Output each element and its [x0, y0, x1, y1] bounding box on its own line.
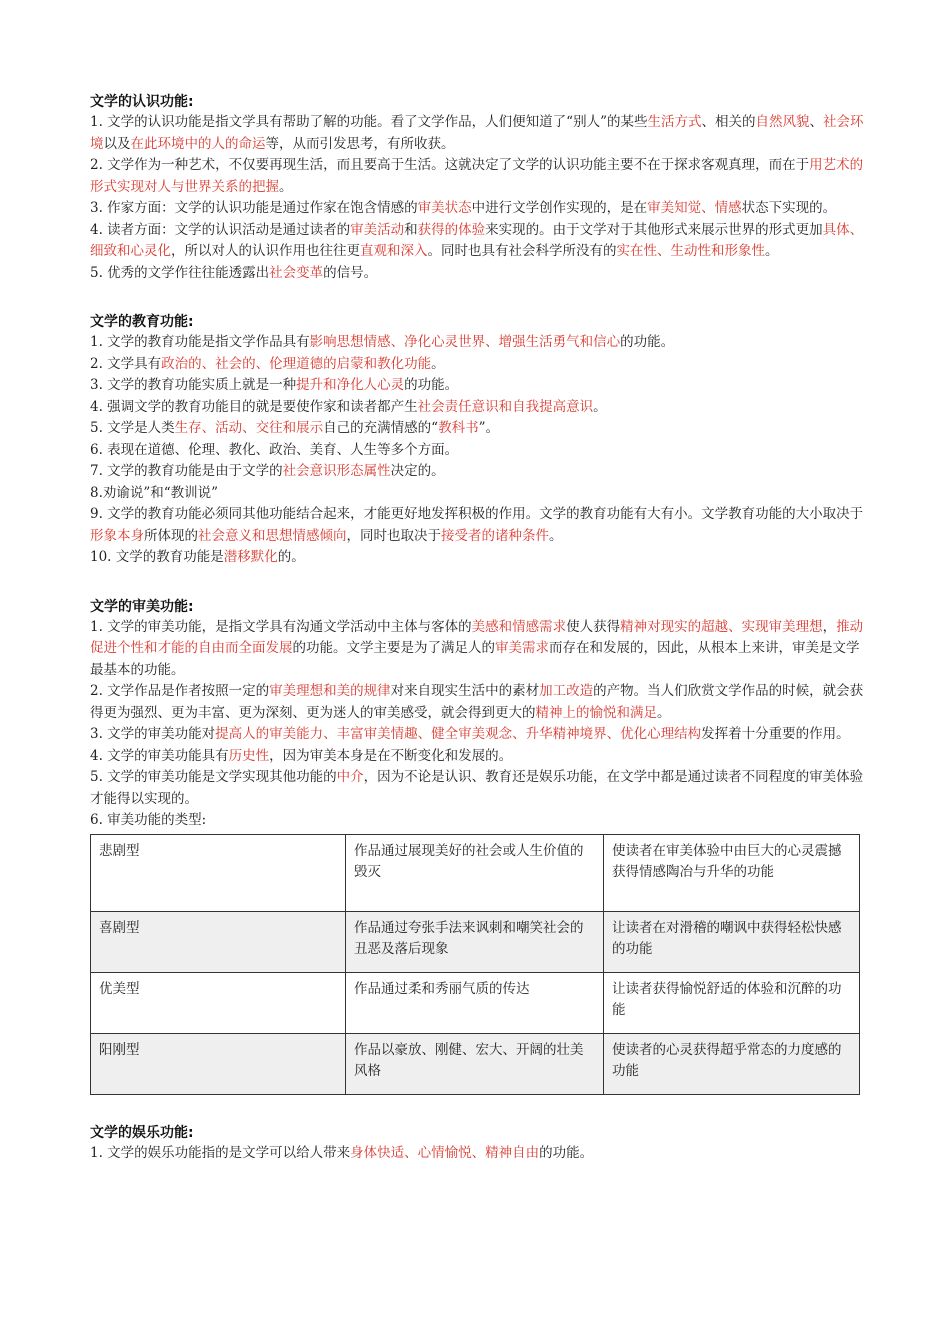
text-run: 决定的。	[390, 463, 445, 479]
highlighted-term: 形象本身	[90, 527, 144, 544]
highlighted-term: 生活方式	[647, 114, 702, 130]
text-run: 的。	[277, 549, 305, 565]
text-run: 1. 文学的审美功能，是指文学具有沟通文学活动中主体与客体的	[90, 618, 472, 635]
paragraph	[90, 504, 865, 547]
text-run: ，	[822, 618, 837, 635]
text-run: 的功能。	[539, 1144, 594, 1161]
text-run: 使人获得	[566, 618, 621, 635]
text-run: 。	[657, 704, 671, 721]
text-run: ，所以对人的认识作用也往往更	[171, 243, 360, 259]
text-run: 。	[549, 527, 563, 544]
highlighted-term: 潜移默化	[223, 549, 278, 565]
paragraph	[90, 724, 865, 746]
text-run: ，因为审美本身是在不断变化和发展的。	[269, 747, 513, 764]
highlighted-term: 提升和净化人心灵	[296, 377, 405, 393]
text-run: 2. 文学作为一种艺术，不仅要再现生活，而且要高于生活。这就决定了文学的认识功能主要不在于探求客观真理，而在于	[90, 157, 810, 173]
table-cell-effect: 让读者在对滑稽的嘲讽中获得轻松快感的功能	[603, 911, 859, 972]
text-run: 的功能。	[404, 377, 459, 393]
section-heading: 文学的审美功能:	[90, 598, 194, 615]
highlighted-term: 影响思想情感、净化心灵世界、增强生活勇气和信心	[309, 334, 621, 350]
table-cell-description: 作品以豪放、刚健、宏大、开阔的壮美风格	[345, 1033, 603, 1094]
text-run: 来实现的。由于文学对于其他形式来展示世界的形式更加	[485, 221, 823, 238]
paragraph	[90, 483, 865, 505]
text-run: 。	[593, 398, 607, 415]
text-run: 7. 文学的教育功能是由于文学的	[90, 463, 283, 479]
text-run: 发挥着十分重要的作用。	[701, 726, 850, 742]
text-run: 4. 文学的审美功能具有	[90, 747, 229, 764]
text-run: 4. 强调文学的教育功能目的就是要使作家和读者都产生	[90, 398, 418, 415]
text-run: 的信号。	[323, 264, 378, 281]
highlighted-term: 具体、细致和心灵化	[90, 221, 864, 259]
table-cell-type: 优美型	[91, 972, 346, 1033]
section-educational	[90, 312, 865, 569]
text-run: 以及	[103, 135, 131, 152]
highlighted-term: 身体快适、心情愉悦、精神自由	[350, 1144, 540, 1161]
highlighted-term: 在此环境中的人的命运	[130, 135, 266, 152]
paragraph	[90, 767, 865, 810]
section-heading: 文学的认识功能:	[90, 94, 194, 110]
paragraph	[90, 418, 865, 440]
text-run: 所体现的	[144, 527, 198, 544]
highlighted-term: 社会意识形态属性	[282, 463, 391, 479]
text-run: ”。	[478, 420, 499, 436]
highlighted-term: 社会变革	[269, 264, 324, 281]
text-run: 2. 文学具有	[90, 355, 162, 372]
text-run: 。	[279, 178, 293, 195]
text-run: 6. 表现在道德、伦理、教化、政治、美育、人生等多个方面。	[90, 441, 459, 458]
highlighted-term: 中介	[336, 769, 364, 785]
table-row	[91, 1033, 860, 1094]
paragraph	[90, 198, 865, 220]
paragraph	[90, 461, 865, 483]
document-page	[90, 92, 865, 1192]
text-run: 1. 文学的教育功能是指文学作品具有	[90, 334, 310, 350]
table-cell-type: 阳刚型	[91, 1033, 346, 1094]
text-run: 3. 文学的教育功能实质上就是一种	[90, 377, 297, 393]
text-run: 、相关的	[701, 114, 756, 130]
highlighted-term: 审美需求	[495, 640, 549, 656]
highlighted-term: 社会责任意识和自我提高意识	[417, 398, 594, 415]
paragraph	[90, 547, 865, 569]
text-run: 5. 优秀的文学作往往能透露出	[90, 264, 270, 281]
text-run: 5. 文学是人类	[90, 420, 175, 436]
paragraph	[90, 810, 865, 832]
highlighted-term: 教科书	[438, 420, 479, 436]
text-run: 6. 审美功能的类型:	[90, 812, 207, 828]
highlighted-term: 实在性、生动性和形象性	[616, 243, 765, 259]
highlighted-term: 历史性	[228, 747, 270, 764]
text-run: 和	[404, 221, 418, 238]
text-run: 等，从而引发思考，有所收获。	[265, 135, 455, 152]
highlighted-term: 政治的、社会的、伦理道德的启蒙和教化功能	[161, 355, 432, 372]
text-run: 的产物。当人们欣赏文学作品的时候，就会获得更为强烈、更为丰富、更为深刻、更为迷人的审美感受，就会得到更大的	[90, 683, 864, 721]
highlighted-term: 推动促进个性和才能的自由而全面发展	[90, 618, 864, 656]
table-row	[91, 911, 860, 972]
table-cell-type: 喜剧型	[91, 911, 346, 972]
table-cell-effect: 让读者获得愉悦舒适的体验和沉醉的功能	[603, 972, 859, 1033]
section-aesthetic	[90, 597, 865, 1095]
text-run: 。	[431, 355, 445, 372]
paragraph	[90, 354, 865, 376]
section-heading: 文学的娱乐功能:	[90, 1124, 194, 1141]
section-cognitive	[90, 92, 865, 284]
highlighted-term: 加工改造	[539, 683, 594, 699]
highlighted-term: 提高人的审美能力、丰富审美情趣、健全审美观念、升华精神境界、优化心理结构	[215, 726, 702, 742]
table-cell-description: 作品通过夸张手法来讽刺和嘲笑社会的丑恶及落后现象	[345, 911, 603, 972]
text-run: 、	[809, 114, 823, 130]
text-run: 的功能。	[620, 334, 675, 350]
highlighted-term: 审美状态	[417, 200, 472, 216]
text-run: 2. 文学作品是作者按照一定的	[90, 683, 270, 699]
paragraph	[90, 617, 865, 682]
table-cell-description: 作品通过展现美好的社会或人生价值的毁灭	[345, 834, 603, 911]
section-entertainment	[90, 1123, 865, 1165]
text-run: ，同时也取决于	[346, 527, 441, 544]
aesthetic-types-table	[90, 834, 860, 1095]
text-run: 而存在和发展的，因此，从根本上来讲，审美是文学最基本的功能。	[90, 640, 860, 678]
table-cell-description: 作品通过柔和秀丽气质的传达	[345, 972, 603, 1033]
paragraph	[90, 681, 865, 724]
text-run: 8.劝谕说”和“教训说”	[90, 484, 219, 501]
text-run: 1. 文学的娱乐功能指的是文学可以给人带来	[90, 1144, 351, 1161]
paragraph	[90, 112, 865, 155]
table-cell-type: 悲剧型	[91, 834, 346, 911]
text-run: 。	[765, 243, 779, 259]
highlighted-term: 社会意义和思想情感倾向	[198, 527, 347, 544]
highlighted-term: 精神对现实的超越、实现审美理想	[620, 618, 823, 635]
paragraph	[90, 440, 865, 462]
paragraph	[90, 332, 865, 354]
text-run: 自己的充满情感的“	[323, 420, 439, 436]
text-run: 3. 文学的审美功能对	[90, 726, 216, 742]
paragraph	[90, 746, 865, 768]
table-cell-effect: 使读者在审美体验中由巨大的心灵震撼获得情感陶冶与升华的功能	[603, 834, 859, 911]
section-heading: 文学的教育功能:	[90, 314, 194, 330]
text-run: 状态下实现的。	[741, 200, 837, 216]
highlighted-term: 生存、活动、交往和展示	[174, 420, 324, 436]
text-run: 1. 文学的认识功能是指文学具有帮助了解的功能。看了文学作品，人们便知道了“别人”的某些	[90, 114, 648, 130]
table-cell-effect: 使读者的心灵获得超乎常态的力度感的功能	[603, 1033, 859, 1094]
highlighted-term: 接受者的诸种条件	[441, 527, 549, 544]
highlighted-term: 精神上的愉悦和满足	[535, 704, 657, 721]
highlighted-term: 获得的体验	[417, 221, 486, 238]
text-run: 中进行文学创作实现的，是在	[471, 200, 648, 216]
table-row	[91, 972, 860, 1033]
highlighted-term: 自然风貌	[755, 114, 810, 130]
text-run: 对来自现实生活中的素材	[390, 683, 540, 699]
text-run: 4. 读者方面：文学的认识活动是通过读者的	[90, 221, 351, 238]
text-run: ，因为不论是认识、教育还是娱乐功能，在文学中都是通过读者不同程度的审美体验才能得以实现的。	[90, 769, 864, 807]
paragraph	[90, 1143, 865, 1165]
highlighted-term: 审美知觉、情感	[647, 200, 742, 216]
text-run: 3. 作家方面：文学的认识功能是通过作家在饱含情感的	[90, 200, 418, 216]
highlighted-term: 审美理想和美的规律	[269, 683, 391, 699]
table-row	[91, 834, 860, 911]
highlighted-term: 社会环境	[90, 114, 864, 152]
highlighted-term: 审美活动	[350, 221, 405, 238]
text-run: 的功能。文学主要是为了满足人的	[292, 640, 495, 656]
text-run: 9. 文学的教育功能必须同其他功能结合起来，才能更好地发挥积极的作用。文学的教育功能有大有小。文学教育功能的大小取决于	[90, 506, 864, 522]
text-run: 。同时也具有社会科学所没有的	[427, 243, 617, 259]
paragraph	[90, 263, 865, 285]
paragraph	[90, 220, 865, 263]
paragraph	[90, 155, 865, 198]
text-run: 10. 文学的教育功能是	[90, 549, 224, 565]
paragraph	[90, 375, 865, 397]
text-run: 5. 文学的审美功能是文学实现其他功能的	[90, 769, 337, 785]
paragraph	[90, 397, 865, 419]
highlighted-term: 美感和情感需求	[471, 618, 567, 635]
highlighted-term: 直观和深入	[360, 243, 428, 259]
highlighted-term: 用艺术的形式实现对人与世界关系的把握	[90, 157, 864, 195]
